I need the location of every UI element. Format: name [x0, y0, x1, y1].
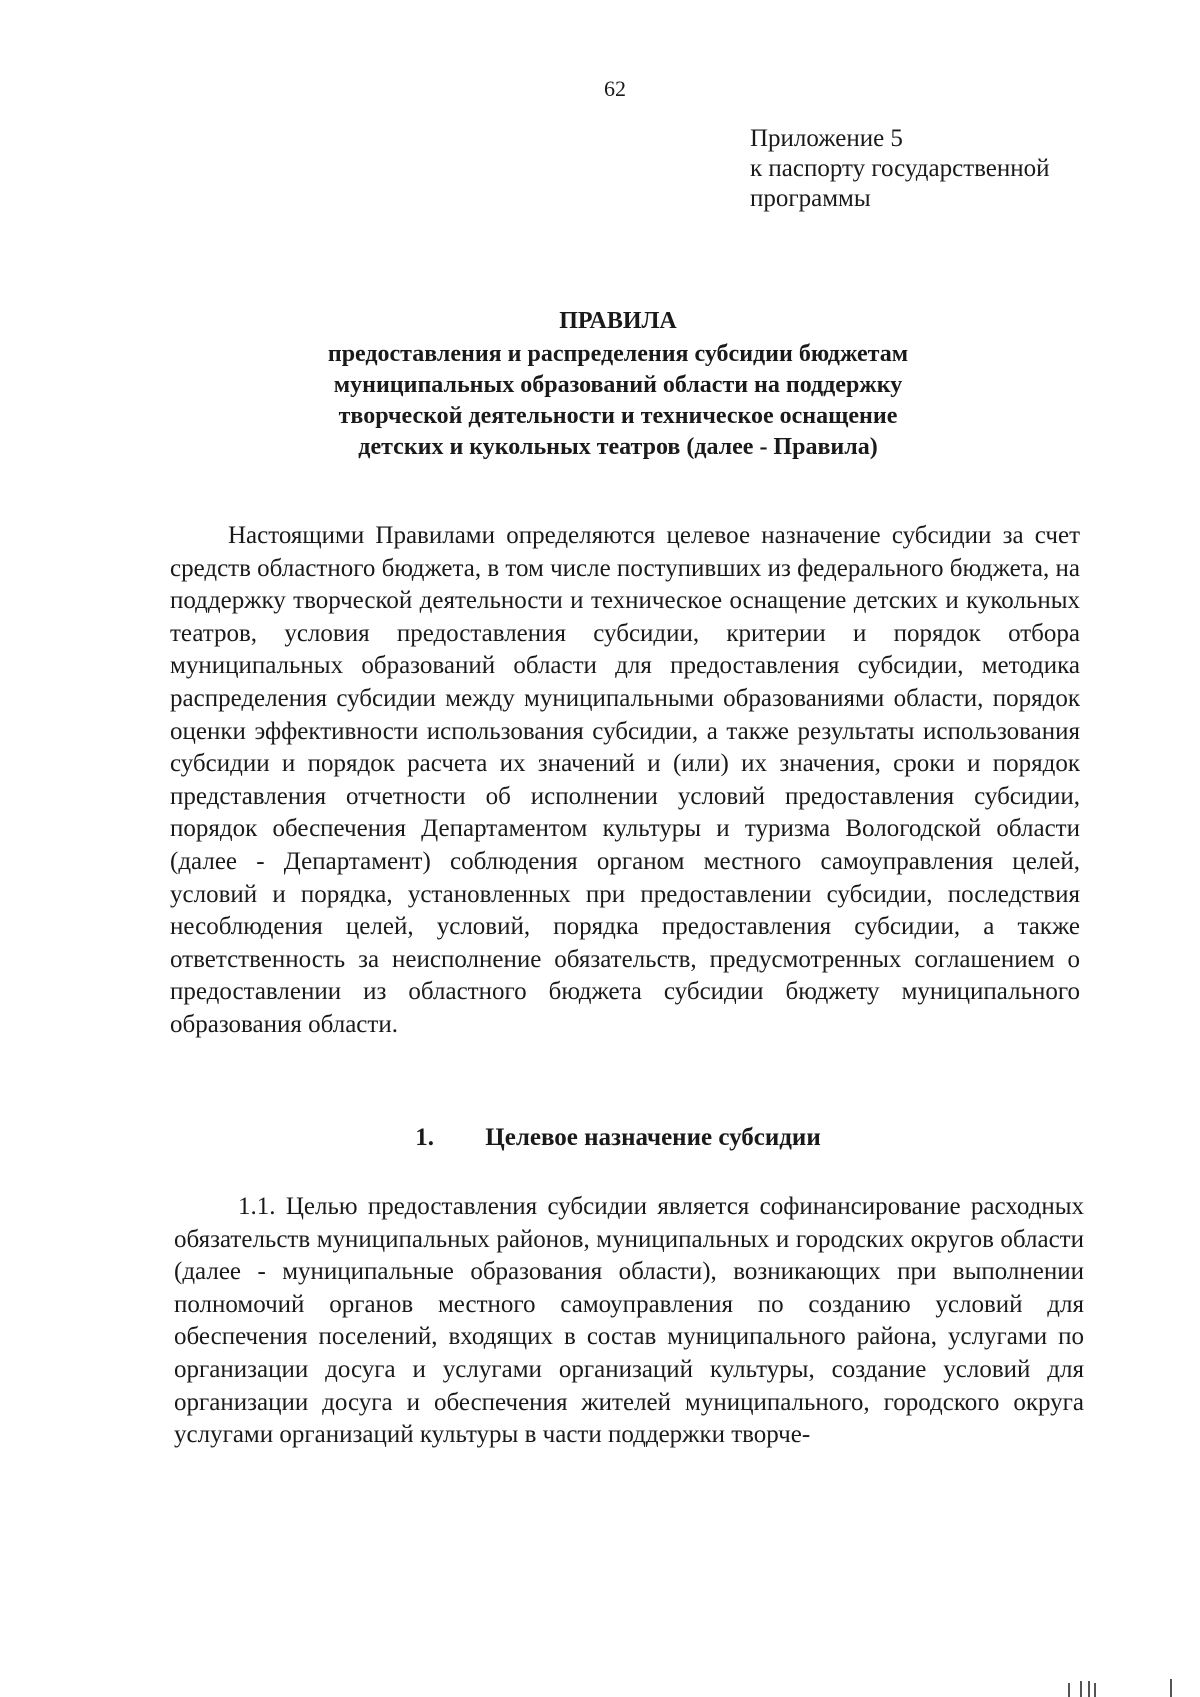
- appendix-line: к паспорту государственной: [750, 155, 1050, 182]
- scan-marks: [1068, 1679, 1178, 1697]
- appendix-line: Приложение 5: [750, 125, 903, 152]
- paragraph-1-1: 1.1. Целью предоставления субсидии является софинансирование расходных обязательств муниципальных районов, муниципальных и городских округов области (далее - муниципальные образования области), возникающих при выполнении полномочий органов местного самоуправления по созданию условий для обеспечения поселений, входящих в состав муниципального района, услугами по организации досуга и услугами организаций культуры, создание условий для организации досуга и обеспечения жителей муниципального, городского округа услугами организаций культуры в части поддержки творче-: [174, 1193, 1084, 1449]
- page-number: 62: [604, 76, 626, 101]
- section-heading: [0, 1124, 1200, 1152]
- intro-paragraph: Настоящими Правилами определяются целевое назначение субсидии за счет средств областного бюджета, в том числе поступивших из федерального бюджета, на поддержку творческой деятельности и техническое оснащение детских и кукольных театров, условия предоставления субсидии, критерии и порядок отбора муниципальных образований области для предоставления субсидии, методика распределения субсидии между муниципальными образованиями области, порядок оценки эффективности использования субсидии, а также результаты использования субсидии и порядок расчета их значений и (или) их значения, сроки и порядок представления отчетности об исполнении условий предоставления субсидии, порядок обеспечения Департаментом культуры и туризма Вологодской области (далее - Департамент) соблюдения органом местного самоуправления целей, условий и порядка, установленных при предоставлении субсидии, последствия несоблюдения целей, условий, порядка предоставления субсидии, а также ответственность за неисполнение обязательств, предусмотренных соглашением о предоставлении из областного бюджета субсидии бюджету муниципального образования области.: [170, 522, 1080, 1038]
- title-line: творческой деятельности и техническое оснащение: [338, 403, 898, 429]
- title-line: муниципальных образований области на поддержку: [333, 372, 903, 398]
- document-title: [0, 306, 1200, 463]
- title-heading: ПРАВИЛА: [559, 308, 677, 334]
- title-line: детских и кукольных театров (далее - Правила): [358, 434, 878, 460]
- title-line: предоставления и распределения субсидии бюджетам: [327, 341, 909, 367]
- section-number: 1.: [415, 1124, 435, 1151]
- appendix-note: [750, 124, 1050, 214]
- section-title: Целевое назначение субсидии: [485, 1124, 821, 1151]
- appendix-line: программы: [750, 185, 871, 212]
